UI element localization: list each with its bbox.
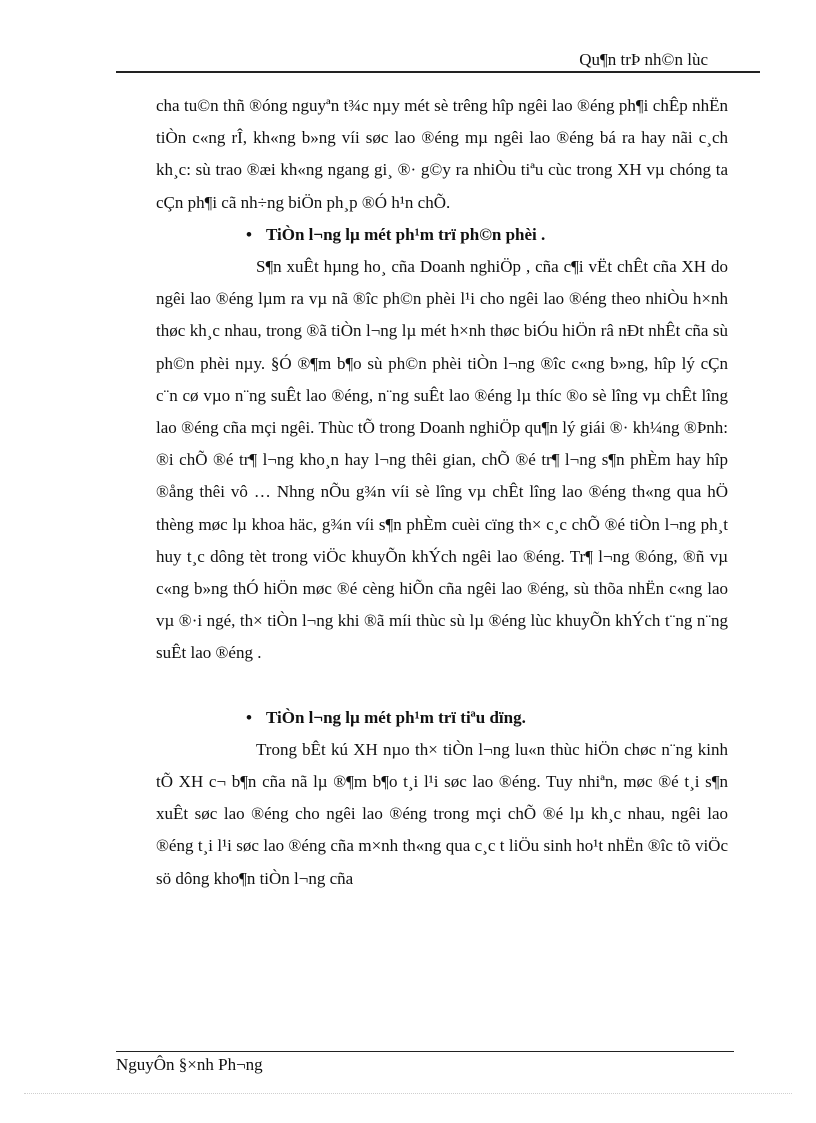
body-text [156,90,728,895]
bullet-icon: • [246,224,252,244]
paragraph: cha tu©n thñ ®óng nguyªn t¾c nµy mét sè trêng hîp ngêi lao ®éng ph¶i chÊp nhËn tiÒn c«ng rÎ, kh«ng b»ng víi søc lao ®éng mµ ngêi lao ®éng bá ra hay nãi c¸ch kh¸c: sù trao ®æi kh«ng ngang gi¸ ®· g©y ra nhiÒu tiªu cùc trong XH vµ chóng ta cÇn ph¶i cã nh÷ng biÖn ph¸p ®Ó h¹n chÕ. [156,96,728,212]
paragraph: Trong bÊt kú XH nµo th× tiÒn l¬ng lu«n thùc hiÖn chøc n¨ng kinh tÕ XH c¬ b¶n cña nã lµ ®¶m b¶o t¸i l¹i søc lao ®éng. Tuy nhiªn, møc ®é t¸i s¶n xuÊt søc lao ®éng cho ngêi lao ®éng trong mçi chÕ ®é lµ kh¸c nhau, ngêi lao ®éng t¸i l¹i søc lao ®éng cña m×nh th«ng qua c¸c t liÖu sinh ho¹t nhËn ®îc tõ viÖc sö dông kho¶n tiÒn l¬ng cña [156,739,728,888]
footer-rule [116,1051,734,1052]
spacer [156,670,728,702]
footer-author: NguyÔn §×nh Ph¬ng [116,1055,263,1074]
page-header-title: Qu¶n trÞ nh©n lùc [579,50,708,69]
header-rule [116,71,760,73]
page-edge-dots [24,1093,792,1094]
section-heading-text: TiÒn l¬ng lµ mét ph¹m trï ph©n phèi . [266,224,546,244]
bullet-icon: • [246,707,252,727]
section-heading [156,219,728,251]
section-heading-text: TiÒn l¬ng lµ mét ph¹m trï tiªu dïng. [266,707,526,727]
section-heading [156,702,728,734]
paragraph: S¶n xuÊt hµng ho¸ cña Doanh nghiÖp , cña c¶i vËt chÊt cña XH do ngêi lao ®éng lµm ra vµ nã ®îc ph©n phèi l¹i cho ngêi lao ®éng theo nhiÒu h×nh thøc kh¸c nhau, trong ®ã tiÒn l¬ng lµ mét h×nh thøc biÓu hiÖn râ nÐt nhÊt cña sù ph©n phèi nµy. §Ó ®¶m b¶o sù ph©n phèi tiÒn l¬ng ®îc c«ng b»ng, hîp lý cÇn c¨n cø vµo n¨ng suÊt lao ®éng, n¨ng suÊt lao ®éng lµ thíc ®o sè lîng vµ chÊt lîng lao ®éng cña mçi ngêi. Thùc tÕ trong Doanh nghiÖp qu¶n lý giái ®· kh¼ng ®Þnh: ®i chÕ ®é tr¶ l¬ng kho¸n hay l¬ng thêi gian, chÕ ®é tr¶ l¬ng s¶n phÈm hay hîp ®ång thêi vô … Nhng nÕu g¾n víi sè lîng vµ chÊt lîng lao ®éng th«ng qua hÖ thèng møc lµ khoa häc, g¾n víi s¶n phÈm cuèi cïng th× c¸c chÕ ®é tiÒn l¬ng ph¸t huy t¸c dông tèt trong viÖc khuyÕn khÝch ngêi lao ®éng. Tr¶ l¬ng ®óng, ®ñ vµ c«ng b»ng thÓ hiÖn møc ®é cèng hiÕn cña ngêi lao ®éng, sù thõa nhËn c«ng lao vµ ®·i ngé, th× tiÒn l¬ng khi ®ã míi thùc sù lµ ®éng lùc khuyÕn khÝch t¨ng n¨ng suÊt lao ®éng . [156,257,728,663]
